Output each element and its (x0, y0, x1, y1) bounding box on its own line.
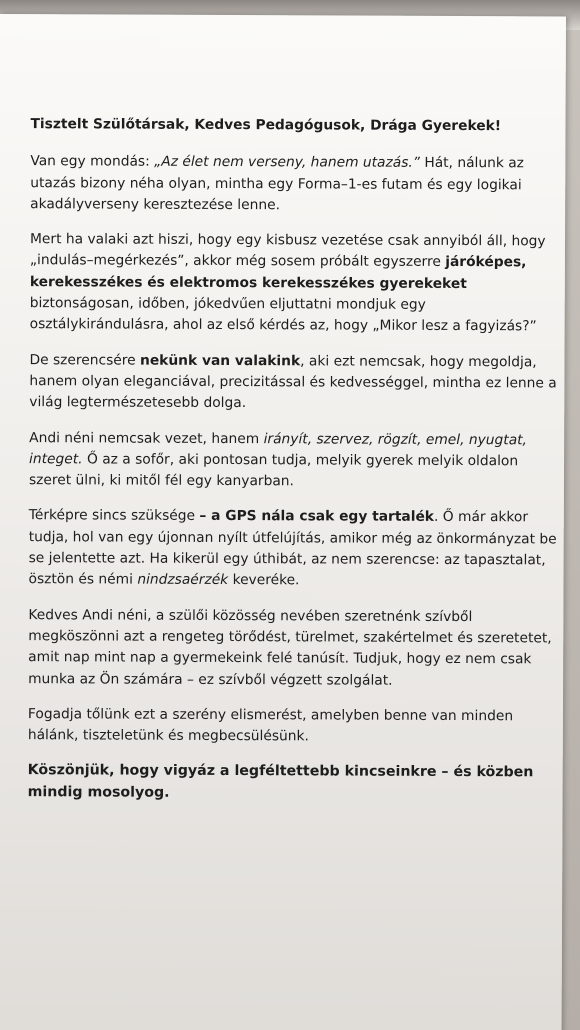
paragraph-7: Fogadja tőlünk ezt a szerény elismerést, amelyben benne van minden hálánk, tiszteletünk és megbecsülésünk. (27, 705, 514, 745)
paragraph-1 (30, 151, 560, 217)
letter-body (27, 114, 560, 819)
paragraph-5-text-b: . Ő már akkor tudja, hol van egy újonnan nyílt útfelújítás, amikor még az önkormányzat be se jelentette azt. Ha kikerül egy úthibát, az nem szerencse: az tapasztalat, ösztön és némi (28, 509, 557, 588)
paragraph-6: Kedves Andi néni, a szülői közösség nevében szeretnénk szívből megköszönni azt a rengeteg törődést, türelmet, szakértelmet és szeretetet, amit nap mint nap a gyermekeink felé tanúsít. Tudjuk, hogy ez nem csak munka az Ön számára – ez szívből végzett szolgálat. (28, 606, 552, 689)
paragraph-3-text-a: De szerencsére (29, 351, 141, 369)
quote-text: „Az élet nem verseny, hanem utazás.” (154, 153, 420, 172)
paragraph-2-text-a: Mert ha valaki azt hiszi, hogy egy kisbusz vezetése csak annyiból áll, hogy „indulás–megérkezés”, akkor még sosem próbált egyszerre (29, 231, 546, 271)
paragraph-5-text-a: Térképre sincs szüksége (28, 507, 200, 525)
paragraph-3-bold: nekünk van valakink (139, 352, 301, 369)
letter-paper (0, 14, 566, 1030)
paragraph-4-text-b: Ő az a sofőr, aki pontosan tudja, melyik gyerek melyik oldalon szeret ülni, ki mitől fél egy kanyarban. (28, 451, 519, 490)
paragraph-2-bold: járóképes, kerekesszékes és elektromos kerekesszékes gyerekeket (29, 254, 527, 292)
paragraph-3-text-b: , aki ezt nemcsak, hogy megoldja, hanem olyan eleganciával, precizitással és kedvességgel, mintha ez lenne a világ legtermészetesebb dolga. (29, 352, 557, 412)
paragraph-5-text-c: keveréke. (228, 572, 300, 589)
paragraph-4-text-a: Andi néni nemcsak vezet, hanem (29, 429, 264, 447)
paragraph-5 (28, 506, 558, 593)
paragraph-2 (30, 229, 560, 338)
paragraph-2-text-b: biztonságosan, időben, jókedvűen eljuttatni mondjuk egy osztálykirándulásra, ahol az első kérdés az, hogy „Mikor lesz a fagyizás?” (29, 295, 537, 335)
paragraph-5-bold: – a GPS nála csak egy tartalék (199, 508, 435, 526)
paragraph-3 (29, 350, 559, 416)
paragraph-4 (29, 428, 559, 494)
paragraph-5-italic: nindzsaérzék (137, 571, 229, 589)
paragraph-1-text-a: Van egy mondás: (30, 153, 155, 170)
paragraph-4-italic: irányít, szervez, rögzít, emel, nyugtat, integet. (29, 430, 528, 468)
paragraph-1-text-b: Hát, nálunk az utazás bizony néha olyan, mintha egy Forma–1-es futam és egy logikai akadályverseny keresztezése lenne. (30, 155, 524, 214)
letter-greeting: Tisztelt Szülőtársak, Kedves Pedagógusok, Drága Gyerekek! (30, 116, 502, 135)
letter-closing: Köszönjük, hogy vigyáz a legféltettebb kincseinkre – és közben mindig mosolyog. (27, 762, 534, 801)
